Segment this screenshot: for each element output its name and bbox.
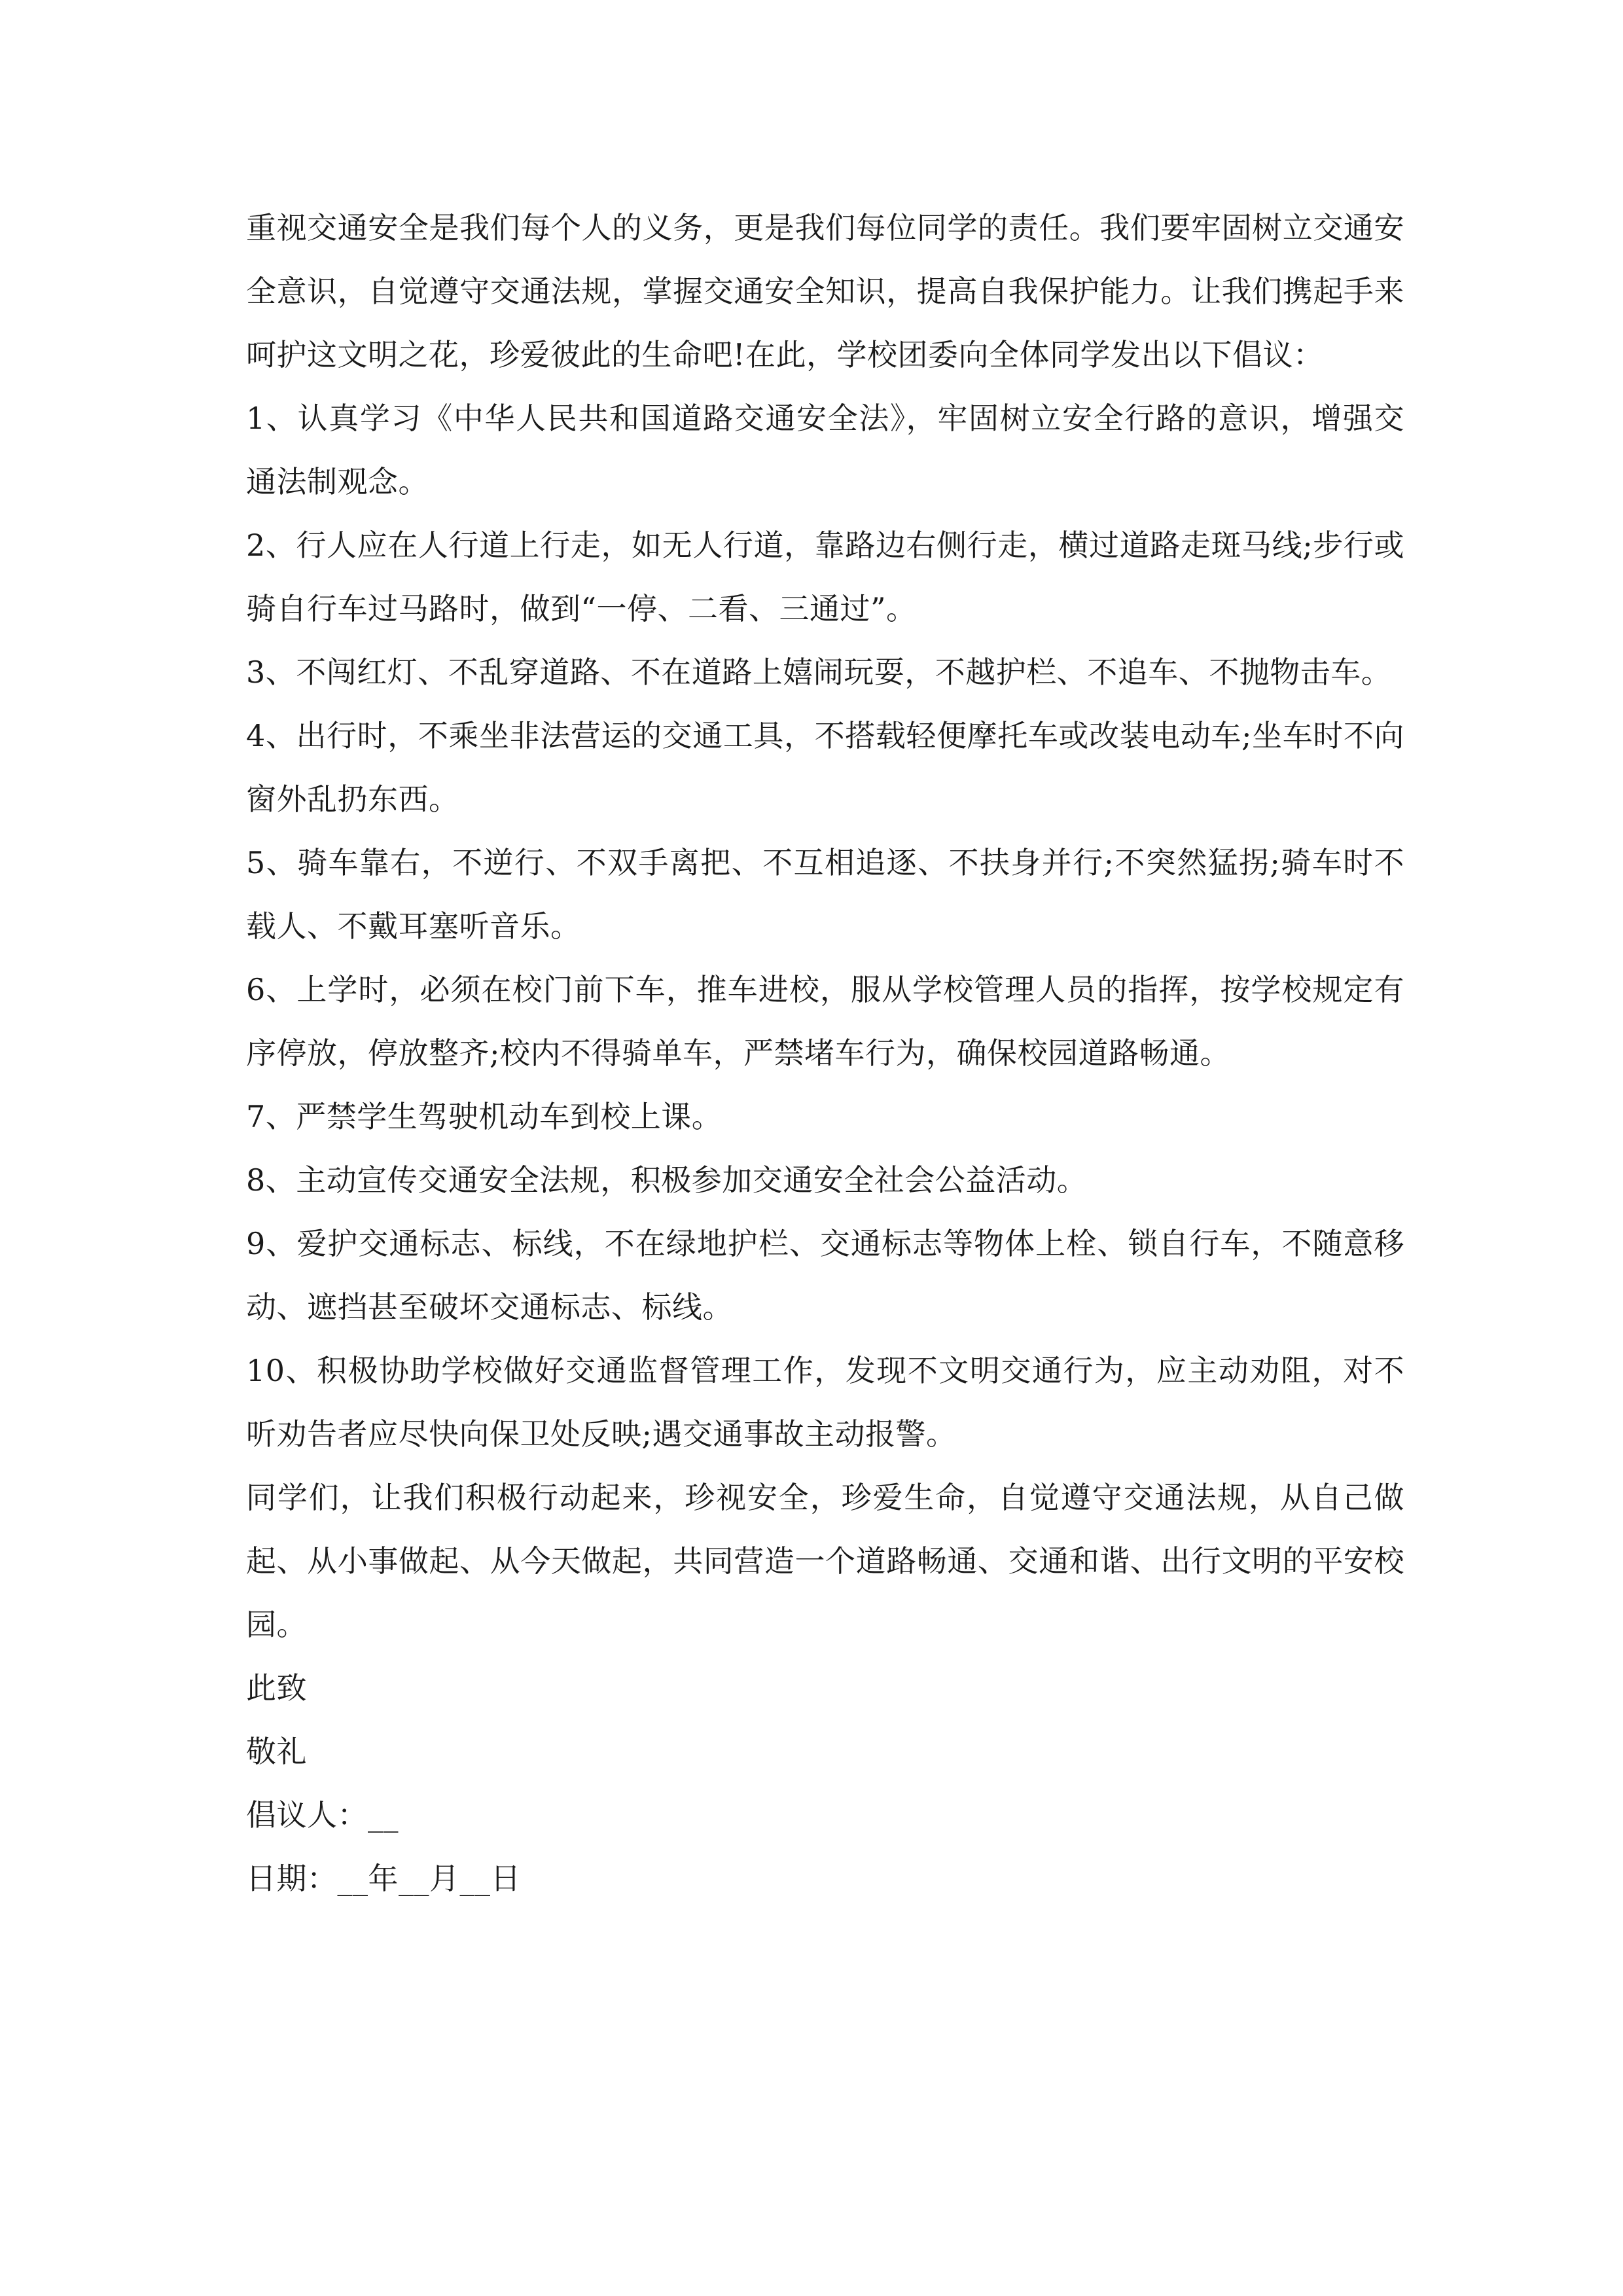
proposal-item-8: 8、主动宣传交通安全法规，积极参加交通安全社会公益活动。	[246, 1162, 1088, 1198]
salutation-line-2: 敬礼	[246, 1734, 307, 1769]
intro-paragraph: 重视交通安全是我们每个人的义务，更是我们每位同学的责任。我们要牢固树立交通安全意识，自觉遵守交通法规，掌握交通安全知识，提高自我保护能力。让我们携起手来呵护这文明之花，珍爱彼此的生命吧!在此，学校团委向全体同学发出以下倡议：	[246, 210, 1404, 372]
proposal-item-5: 5、骑车靠右，不逆行、不双手离把、不互相追逐、不扶身并行;不突然猛拐;骑车时不载人、不戴耳塞听音乐。	[246, 845, 1404, 944]
proposal-item-1: 1、认真学习《中华人民共和国道路交通安全法》，牢固树立安全行路的意识，增强交通法制观念。	[246, 401, 1404, 499]
proposal-item-4: 4、出行时，不乘坐非法营运的交通工具，不搭载轻便摩托车或改装电动车;坐车时不向窗外乱扔东西。	[246, 718, 1404, 817]
closing-paragraph: 同学们，让我们积极行动起来，珍视安全，珍爱生命，自觉遵守交通法规，从自己做起、从小事做起、从今天做起，共同营造一个道路畅通、交通和谐、出行文明的平安校园。	[246, 1480, 1404, 1642]
proposal-item-9: 9、爱护交通标志、标线，不在绿地护栏、交通标志等物体上栓、锁自行车，不随意移动、遮挡甚至破坏交通标志、标线。	[246, 1226, 1404, 1325]
proposal-item-3: 3、不闯红灯、不乱穿道路、不在道路上嬉闹玩耍，不越护栏、不追车、不抛物击车。	[246, 655, 1392, 690]
proposal-item-6: 6、上学时，必须在校门前下车，推车进校，服从学校管理人员的指挥，按学校规定有序停放，停放整齐;校内不得骑单车，严禁堵车行为，确保校园道路畅通。	[246, 972, 1404, 1071]
document-body	[246, 196, 1404, 1910]
proposer-line: 倡议人：__	[246, 1797, 399, 1833]
proposal-item-10: 10、积极协助学校做好交通监督管理工作，发现不文明交通行为，应主动劝阻，对不听劝告者应尽快向保卫处反映;遇交通事故主动报警。	[246, 1353, 1404, 1452]
proposal-item-2: 2、行人应在人行道上行走，如无人行道，靠路边右侧行走，横过道路走斑马线;步行或骑自行车过马路时，做到“一停、二看、三通过”。	[246, 528, 1404, 626]
proposal-item-7: 7、严禁学生驾驶机动车到校上课。	[246, 1099, 722, 1134]
date-line: 日期：__年__月__日	[246, 1861, 521, 1896]
salutation-line-1: 此致	[246, 1670, 307, 1706]
